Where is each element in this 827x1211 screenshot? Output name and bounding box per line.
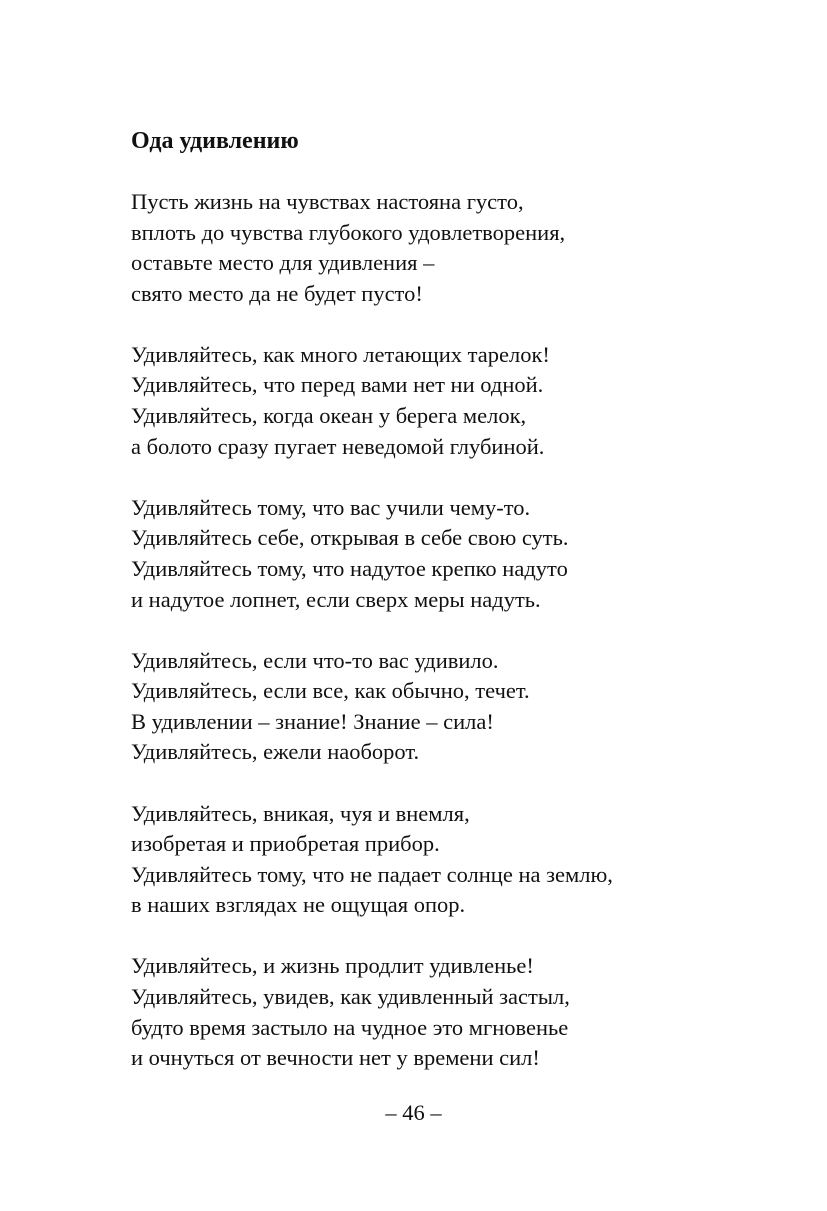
stanza-5 bbox=[131, 799, 791, 921]
poem-line: Удивляйтесь тому, что вас учили чему-то. bbox=[131, 494, 531, 520]
poem-body bbox=[131, 187, 791, 1104]
stanza-4 bbox=[131, 646, 791, 768]
poem-line: Удивляйтесь, вникая, чуя и внемля, bbox=[131, 800, 470, 826]
stanza-1 bbox=[131, 187, 791, 309]
poem-line: оставьте место для удивления – bbox=[131, 250, 435, 276]
poem-line: Удивляйтесь, если что-то вас удивило. bbox=[131, 647, 499, 673]
poem-line: Удивляйтесь, увидев, как удивленный застыл, bbox=[131, 983, 570, 1009]
poem-line: будто время застыло на чудное это мгновенье bbox=[131, 1014, 569, 1040]
poem-line: в наших взглядах не ощущая опор. bbox=[131, 892, 466, 918]
stanza-2 bbox=[131, 340, 791, 462]
poem-title: Ода удивлению bbox=[131, 128, 299, 154]
poem-line: Удивляйтесь себе, открывая в себе свою суть. bbox=[131, 525, 569, 551]
poem-line: Удивляйтесь, когда океан у берега мелок, bbox=[131, 403, 527, 429]
poem-line: свято место да не будет пусто! bbox=[131, 280, 423, 306]
poem-line: Удивляйтесь, что перед вами нет ни одной. bbox=[131, 372, 544, 398]
poem-line: и очнуться от вечности нет у времени сил! bbox=[131, 1045, 540, 1071]
poem-line: В удивлении – знание! Знание – сила! bbox=[131, 708, 494, 734]
poem-line: а болото сразу пугает неведомой глубиной. bbox=[131, 433, 545, 459]
poem-line: вплоть до чувства глубокого удовлетворения, bbox=[131, 219, 566, 245]
poem-line: и надутое лопнет, если сверх меры надуть. bbox=[131, 586, 541, 612]
poem-line: Удивляйтесь тому, что не падает солнце на землю, bbox=[131, 861, 613, 887]
poem-line: Удивляйтесь тому, что надутое крепко надуто bbox=[131, 555, 568, 581]
poem-line: Удивляйтесь, и жизнь продлит удивленье! bbox=[131, 953, 534, 979]
poem-line: Удивляйтесь, как много летающих тарелок! bbox=[131, 341, 550, 367]
poem-line: изобретая и приобретая прибор. bbox=[131, 831, 440, 857]
poem-line: Удивляйтесь, если все, как обычно, течет. bbox=[131, 678, 530, 704]
poem-line: Пусть жизнь на чувствах настояна густо, bbox=[131, 189, 524, 214]
poem-line: Удивляйтесь, ежели наоборот. bbox=[131, 739, 420, 765]
page-number: – 46 – bbox=[385, 1100, 442, 1125]
stanza-6 bbox=[131, 951, 791, 1073]
stanza-3 bbox=[131, 493, 791, 615]
